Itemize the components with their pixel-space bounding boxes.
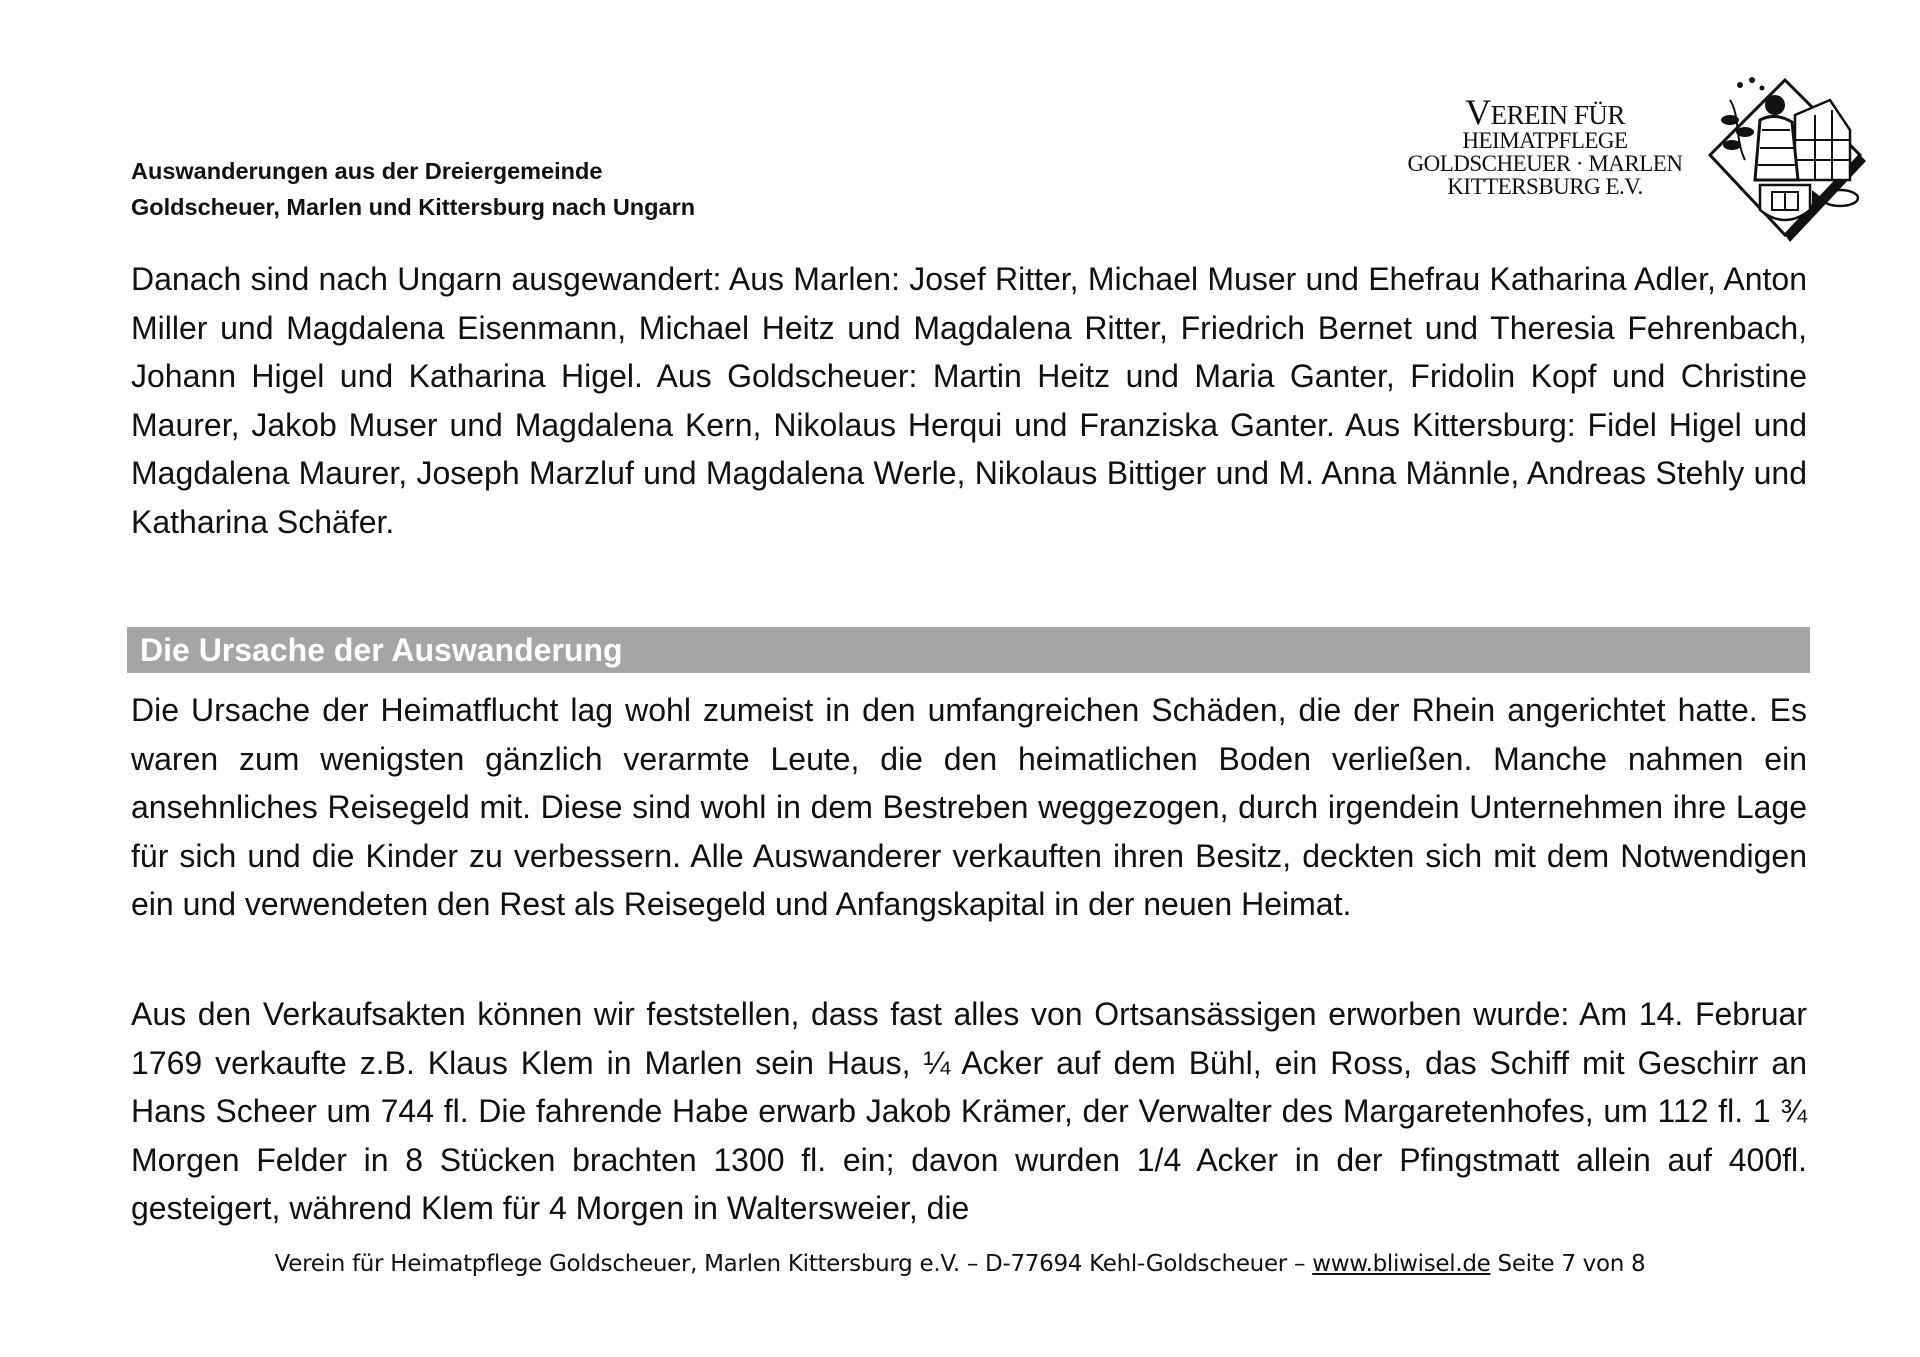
section-heading: Die Ursache der Auswanderung — [140, 632, 623, 668]
logo-line-3: GOLDSCHEUER · MARLEN — [1407, 151, 1683, 176]
logo-line-2: HEIMATPFLEGE — [1462, 128, 1628, 153]
logo-text — [1390, 92, 1700, 199]
page-number: Seite 7 von 8 — [1497, 1251, 1646, 1277]
logo-line-1: EREIN FÜR — [1490, 100, 1625, 130]
header-line-2: Goldscheuer, Marlen und Kittersburg nach Ungarn — [131, 194, 696, 220]
document-header — [131, 153, 695, 225]
footer-text: Verein für Heimatpflege Goldscheuer, Marlen Kittersburg e.V. – D-77694 Kehl-Goldscheuer – — [274, 1251, 1306, 1277]
emblem-icon — [1700, 70, 1870, 245]
paragraph-causes: Die Ursache der Heimatflucht lag wohl zumeist in den umfangreichen Schäden, die der Rhein angerichtet hatte. Es waren zum wenigsten gänzlich verarmte Leute, die den heimatlichen Boden verließen. Manche nahmen ein ansehnliches Reisegeld mit. Diese sind wohl in dem Bestreben weggezogen, durch irgendein Unternehmen ihre Lage für sich und die Kinder zu verbessern. Alle Auswanderer verkauften ihren Besitz, deckten sich mit dem Notwendigen ein und verwendeten den Rest als Reisegeld und Anfangskapital in der neuen Heimat. — [131, 692, 1807, 923]
website-link[interactable]: www.bliwisel.de — [1312, 1251, 1491, 1277]
association-logo — [1390, 70, 1870, 250]
paragraph-sales-records: Aus den Verkaufsakten können wir feststellen, dass fast alles von Ortsansässigen erworben wurde: Am 14. Februar 1769 verkaufte z.B. Klaus Klem in Marlen sein Haus, ¼ Acker auf dem Bühl, ein Ross, das Schiff mit Geschirr an Hans Scheer um 744 fl. Die fahrende Habe erwarb Jakob Krämer, der Verwalter des Margaretenhofes, um 112 fl. 1 ¾ Morgen Felder in 8 Stücken brachten 1300 fl. ein; davon wurden 1/4 Acker in der Pfingstmatt allein auf 400fl. gesteigert, während Klem für 4 Morgen in Waltersweier, die — [131, 996, 1807, 1227]
section-heading-bar — [127, 627, 1810, 673]
logo-initial: V — [1465, 92, 1491, 132]
page-footer — [0, 1248, 1920, 1280]
paragraph-emigrants-list: Danach sind nach Ungarn ausgewandert: Aus Marlen: Josef Ritter, Michael Muser und Ehefrau Katharina Adler, Anton Miller und Magdalena Eisenmann, Michael Heitz und Magdalena Ritter, Friedrich Bernet und Theresia Fehrenbach, Johann Higel und Katharina Higel. Aus Goldscheuer: Martin Heitz und Maria Ganter, Fridolin Kopf und Christine Maurer, Jakob Muser und Magdalena Kern, Nikolaus Herqui und Franziska Ganter. Aus Kittersburg: Fidel Higel und Magdalena Maurer, Joseph Marzluf und Magdalena Werle, Nikolaus Bittiger und M. Anna Männle, Andreas Stehly und Katharina Schäfer. — [131, 261, 1807, 540]
header-line-1: Auswanderungen aus der Dreiergemeinde — [131, 158, 603, 184]
logo-line-4: KITTERSBURG E.V. — [1447, 174, 1643, 199]
